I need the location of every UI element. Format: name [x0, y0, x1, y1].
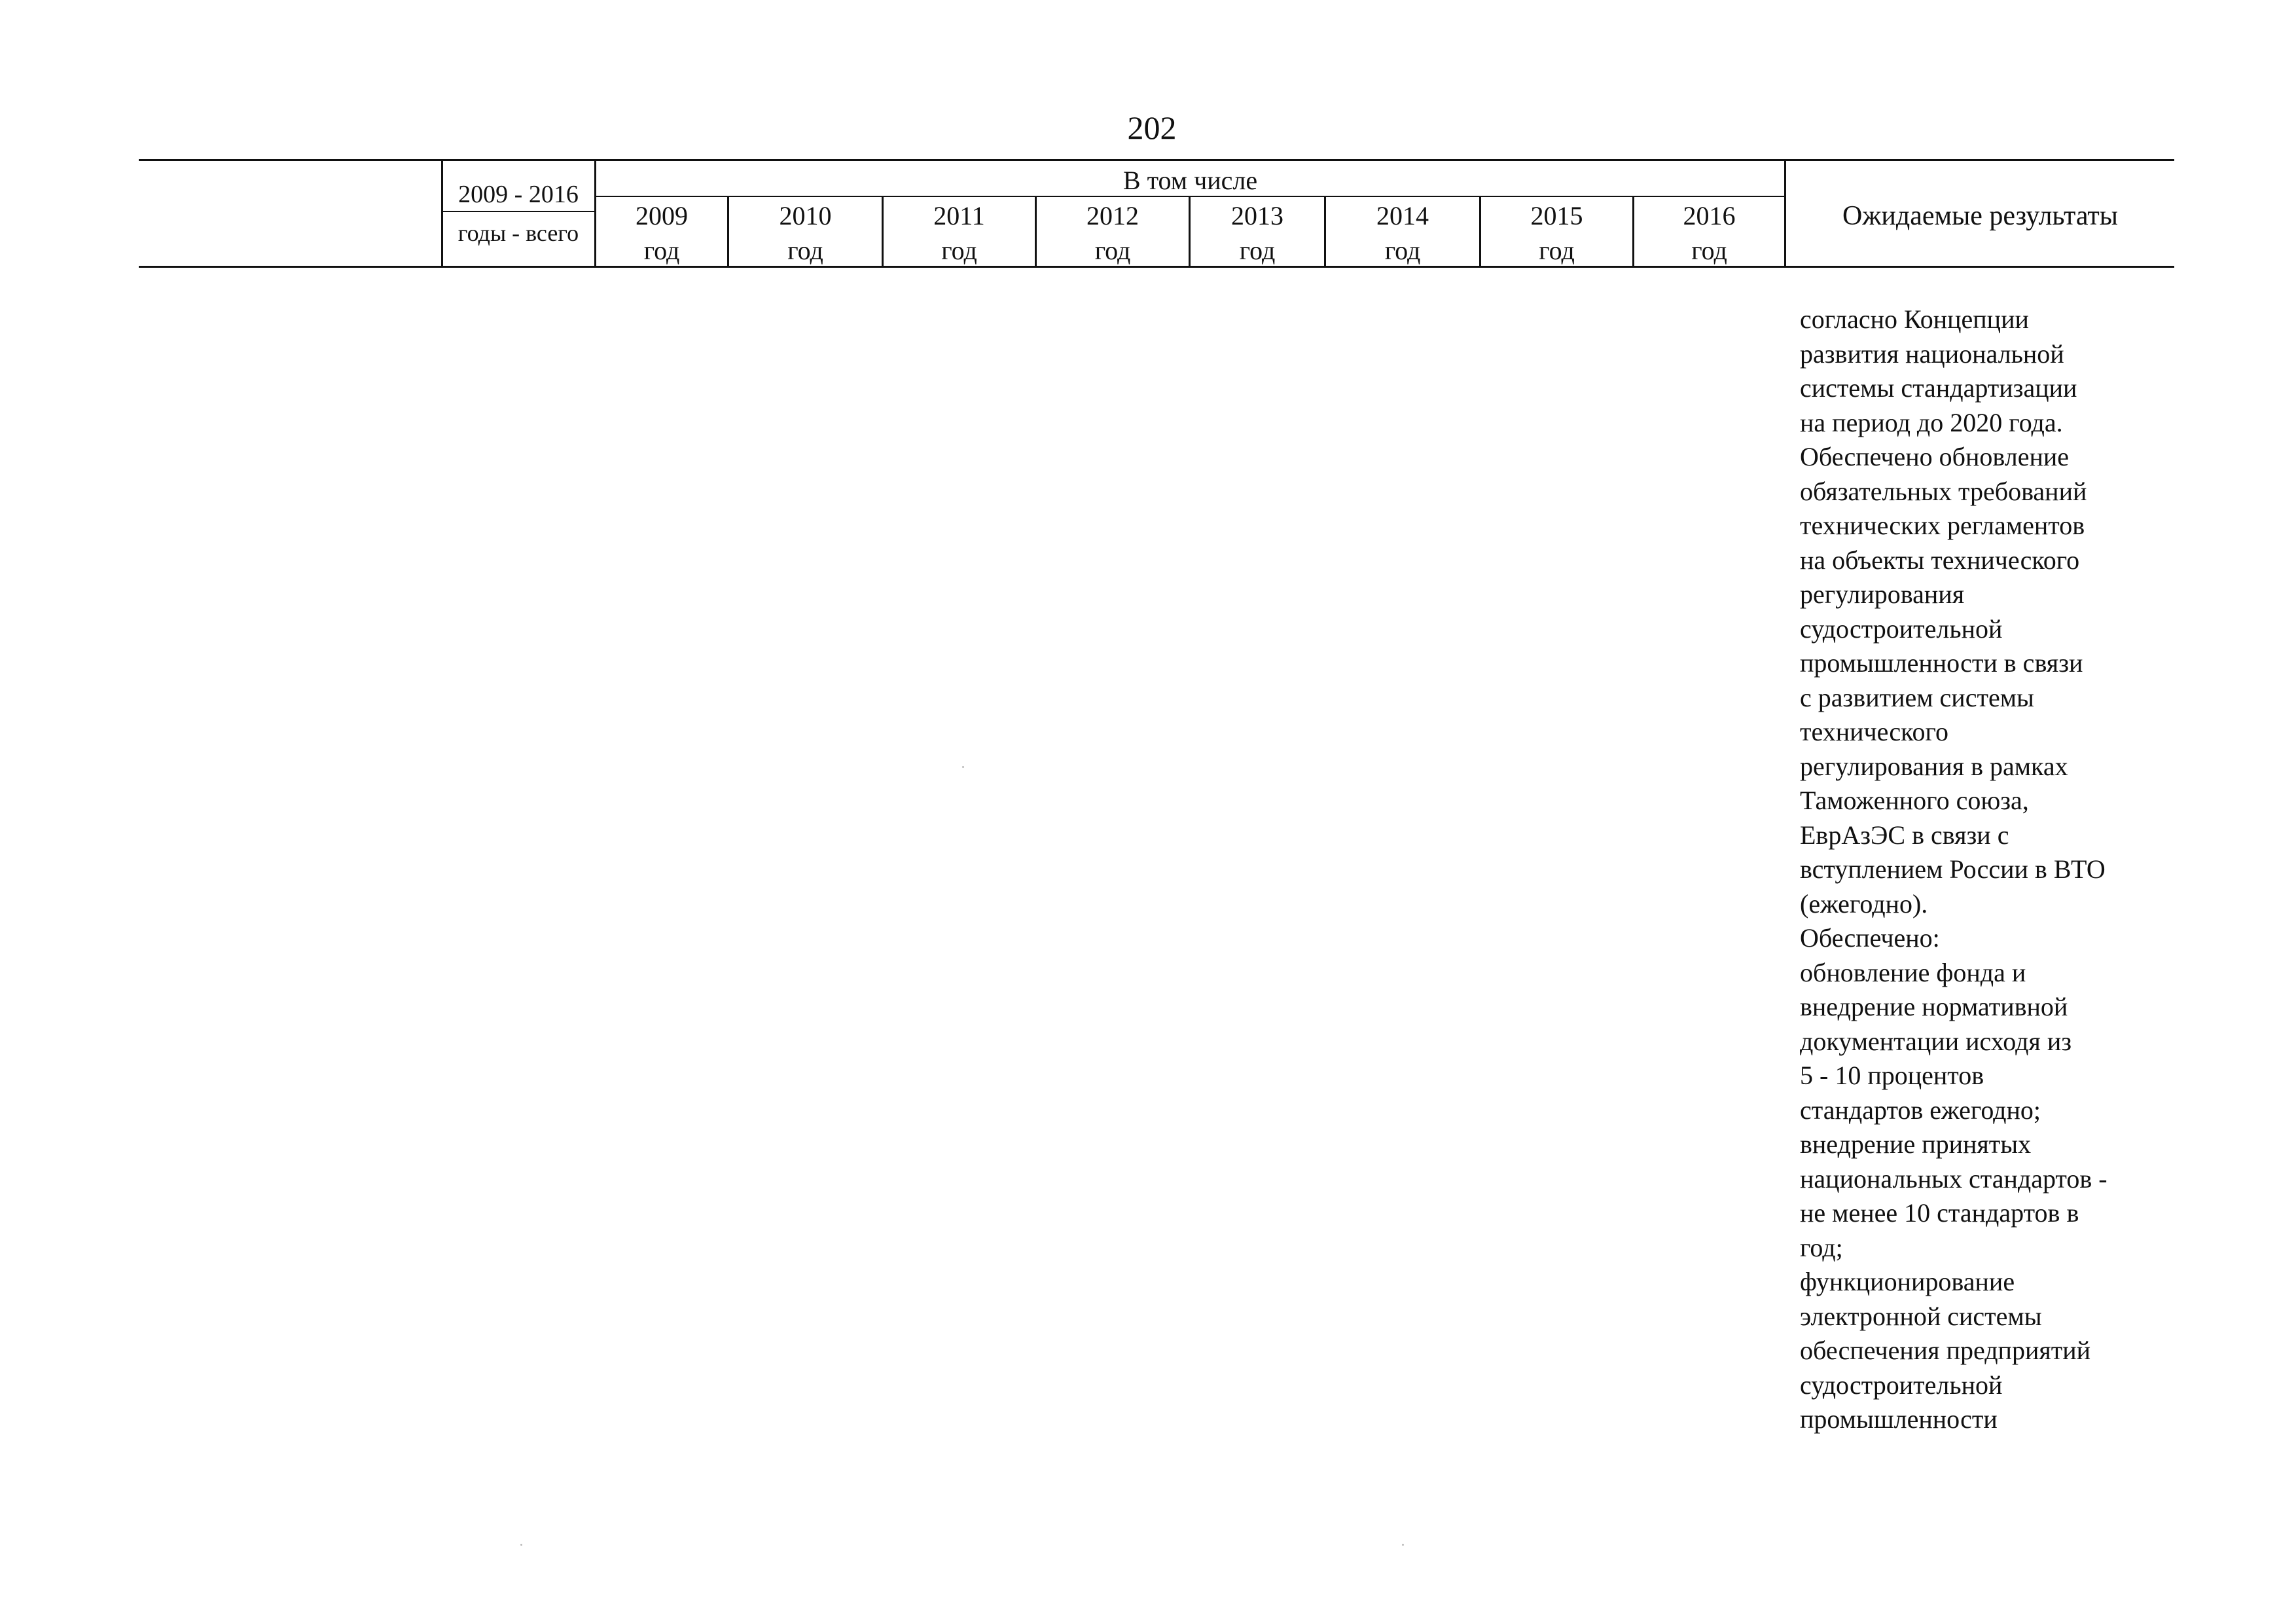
scan-speck: [1402, 1544, 1404, 1546]
year-header-2014: 2014: [1376, 201, 1429, 230]
year-unit-2012: год: [1094, 236, 1131, 265]
total-period-label: 2009 - 2016: [458, 181, 579, 208]
header-top-rule: [139, 159, 2174, 161]
year-header-2016: 2016: [1683, 201, 1736, 230]
year-header-2012: 2012: [1086, 201, 1139, 230]
year-unit-2015: год: [1539, 236, 1575, 265]
year-unit-2016: год: [1691, 236, 1727, 265]
year-unit-2014: год: [1384, 236, 1421, 265]
year-header-2015: 2015: [1530, 201, 1583, 230]
expected-results-text: согласно Концепции развития национальной системы стандартизации на период до 2020 года. Обеспечено обновление обязательных требований технических регламентов на объекты технического регулирования судостроительной промышленности в связи с развитием системы технического регулирования в рамках Таможенного союза, ЕврАзЭС в связи с вступлением России в ВТО (ежегодно). Обеспечено: обновление фонда и внедрение нормативной документации исходя из 5 - 10 процентов стандартов ежегодно; внедрение принятых национальных стандартов - не менее 10 стандартов в год; функционирование электронной системы обеспечения предприятий судостроительной промышленности: [1800, 304, 2108, 1434]
including-label: В том числе: [1122, 166, 1258, 195]
page-number: 202: [1127, 109, 1177, 146]
column-divider: [441, 160, 443, 267]
total-column-mid-rule: [442, 211, 596, 212]
expected-results-header: Ожидаемые результаты: [1842, 201, 2118, 231]
year-header-2010: 2010: [779, 201, 832, 230]
year-header-2009: 2009: [636, 201, 688, 230]
year-unit-2009: год: [643, 236, 680, 265]
scan-speck: [520, 1544, 522, 1546]
year-unit-2011: год: [941, 236, 977, 265]
scan-speck: [962, 766, 964, 768]
year-header-2011: 2011: [933, 201, 985, 230]
year-unit-2010: год: [787, 236, 823, 265]
year-header-2013: 2013: [1231, 201, 1283, 230]
total-period-sublabel: годы - всего: [457, 220, 579, 246]
year-unit-2013: год: [1239, 236, 1276, 265]
